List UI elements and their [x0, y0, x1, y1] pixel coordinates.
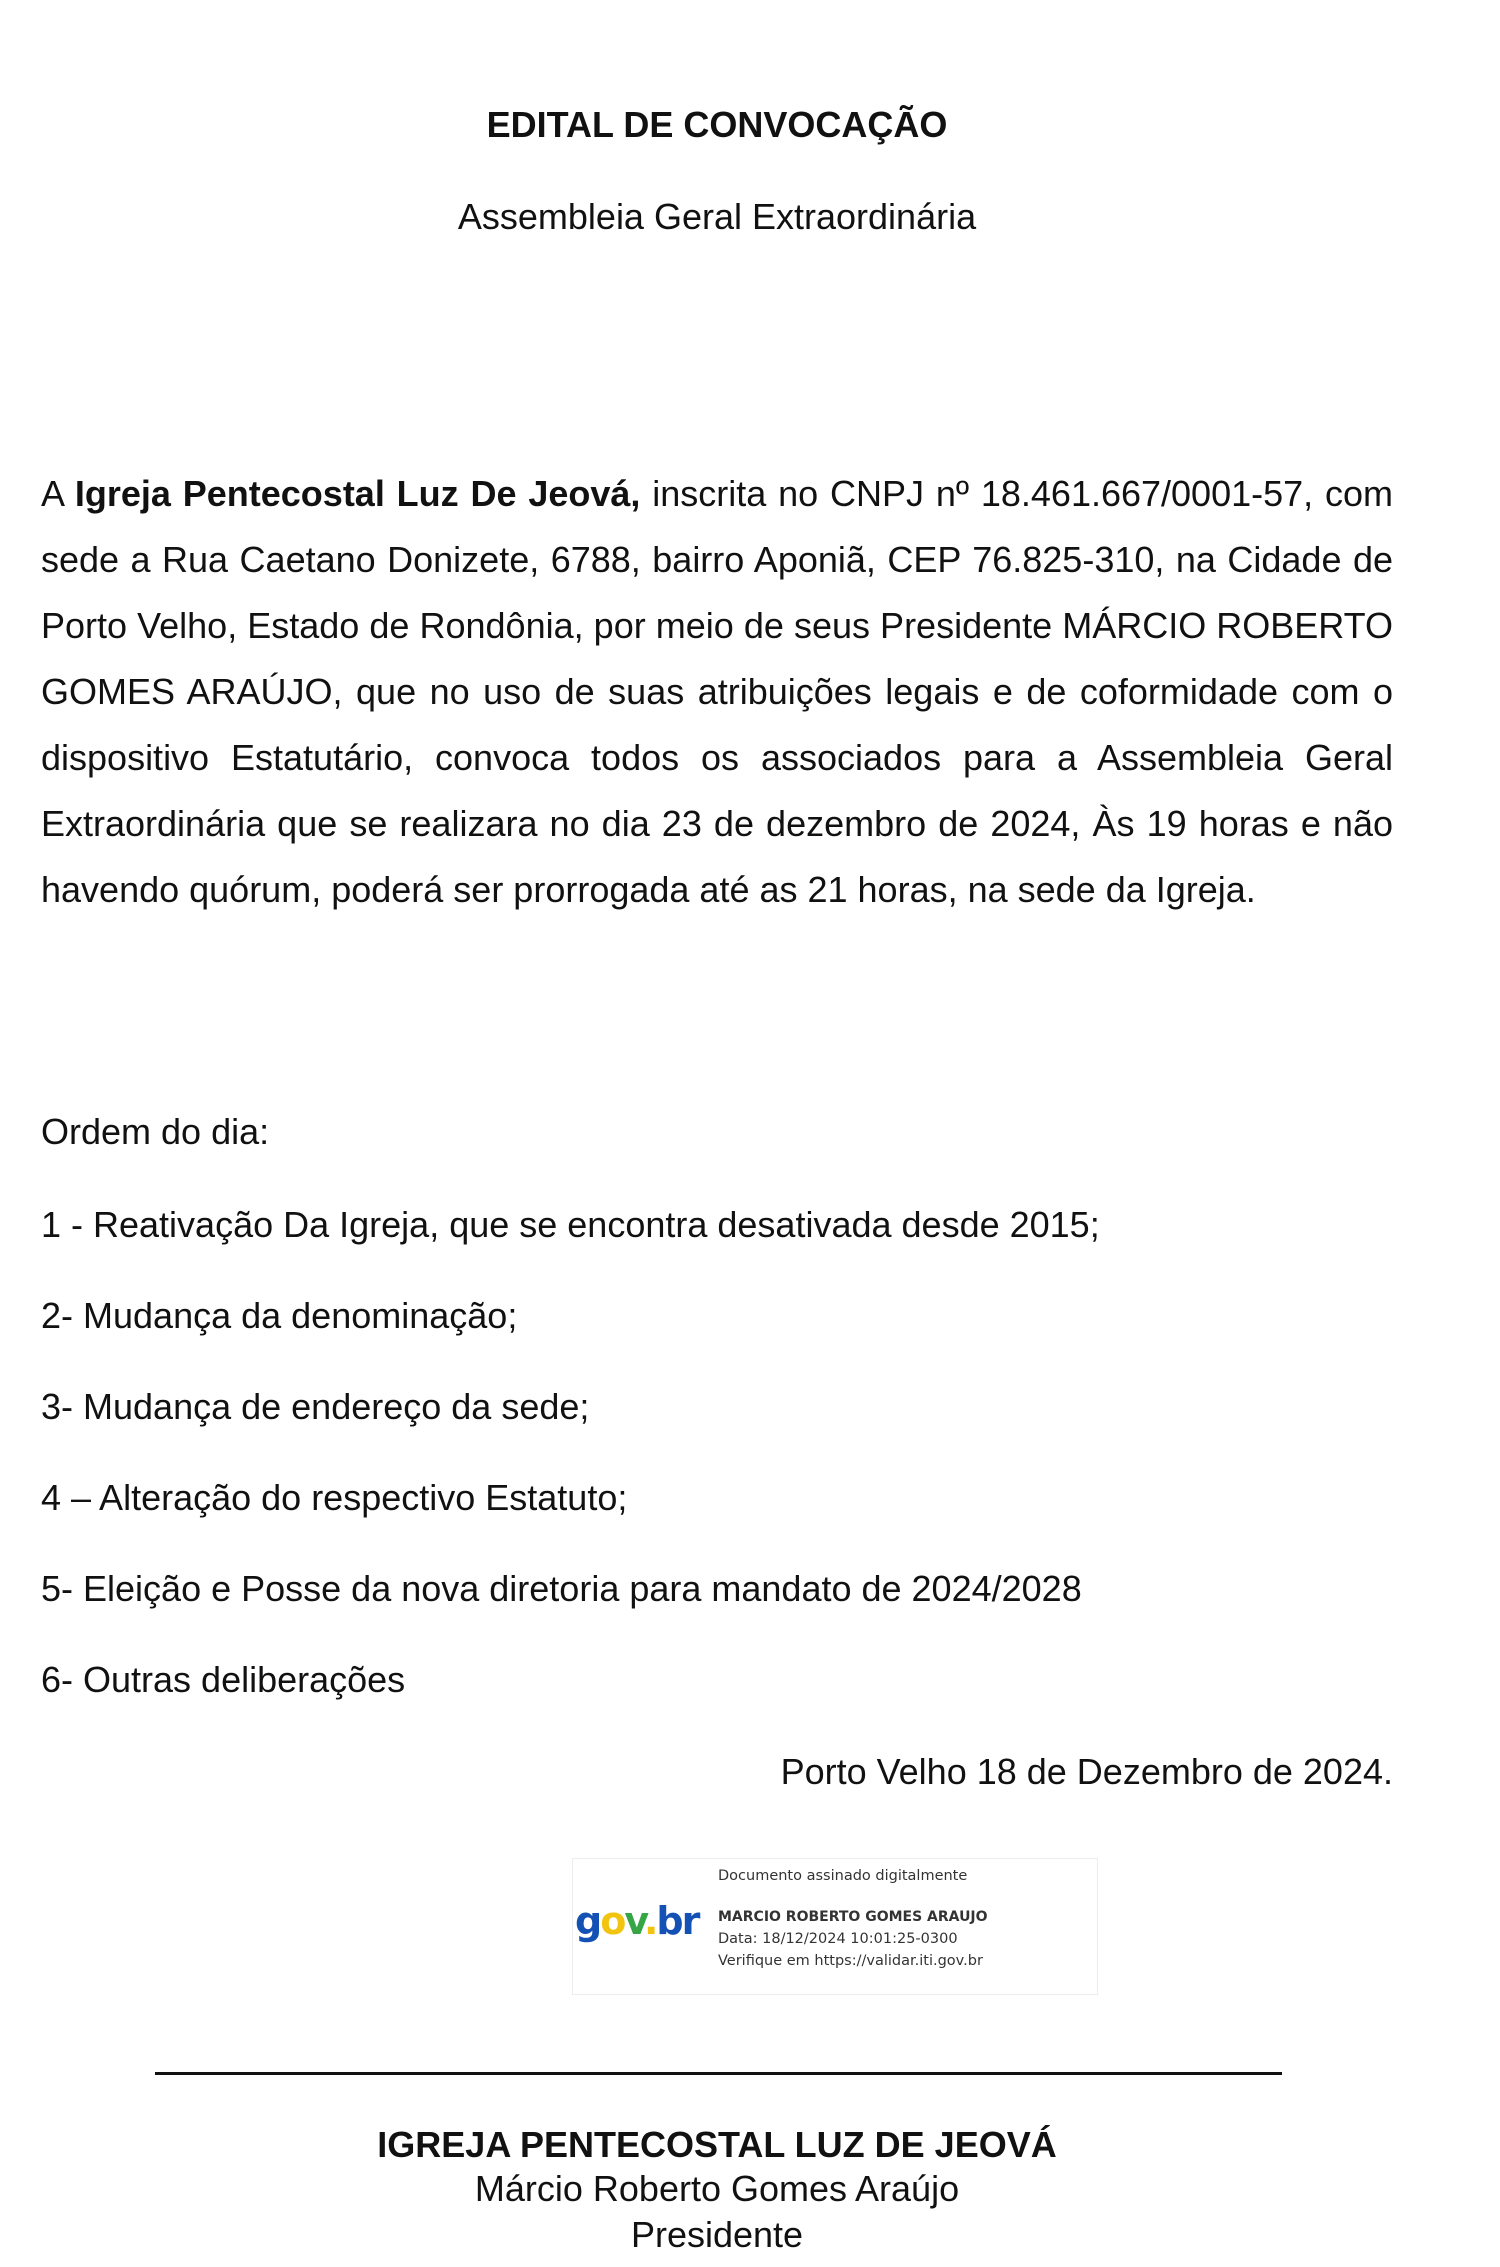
agenda-item: 2- Mudança da denominação; [41, 1295, 518, 1336]
logo-o: o [600, 1899, 625, 1943]
agenda-item: 1 - Reativação Da Igreja, que se encontra desativada desde 2015; [41, 1204, 1100, 1245]
paragraph-text: inscrita no CNPJ nº 18.461.667/0001-57, com sede a Rua Caetano Donizete, 6788, bairro Aponiã, CEP 76.825-310, na Cidade de Porto Velho, Estado de Rondônia, por meio de seus Presidente MÁRCIO ROBERTO GOMES ARAÚJO, que no uso de suas atribuições legais e de coformidade com o dispositivo Estatutário, convoca todos os associados para a Assembleia Geral Extraordinária que se realizara no dia 23 de dezembro de 2024, Às 19 horas e não havendo quórum, poderá ser prorrogada até as 21 horas, na sede da Igreja. [41, 473, 1393, 910]
paragraph-intro: A [41, 473, 75, 514]
signer-role: Presidente [630, 2214, 804, 2255]
document-subtitle: Assembleia Geral Extraordinária [457, 196, 977, 237]
stamp-signer: MARCIO ROBERTO GOMES ARAUJO [718, 1909, 988, 1925]
logo-v: v [624, 1899, 644, 1943]
logo-b: b [656, 1899, 682, 1943]
logo-dot: . [643, 1899, 657, 1943]
convocation-paragraph [41, 461, 1393, 923]
agenda-list [41, 1179, 1393, 1725]
stamp-verify-link[interactable]: Verifique em https://validar.iti.gov.br [718, 1953, 983, 1969]
church-name: Igreja Pentecostal Luz De Jeová, [74, 473, 641, 514]
stamp-heading: Documento assinado digitalmente [718, 1868, 968, 1884]
agenda-item: 6- Outras deliberações [41, 1659, 406, 1700]
agenda-item: 4 – Alteração do respectivo Estatuto; [41, 1477, 628, 1518]
document-title: EDITAL DE CONVOCAÇÃO [486, 104, 948, 145]
signature-line [155, 2072, 1282, 2075]
agenda-item: 5- Eleição e Posse da nova diretoria para mandato de 2024/2028 [41, 1568, 1082, 1609]
agenda-heading: Ordem do dia: [41, 1111, 270, 1152]
digital-signature-stamp [572, 1858, 1098, 1995]
place-and-date: Porto Velho 18 de Dezembro de 2024. [780, 1751, 1393, 1792]
signer-name: Márcio Roberto Gomes Araújo [474, 2168, 960, 2209]
svg-text:gov.br [575, 1899, 701, 1943]
agenda-item: 3- Mudança de endereço da sede; [41, 1386, 590, 1427]
organization-name: IGREJA PENTECOSTAL LUZ DE JEOVÁ [377, 2124, 1057, 2165]
logo-r: r [681, 1899, 699, 1943]
logo-g: g [575, 1899, 601, 1943]
govbr-logo-icon [573, 1890, 708, 1960]
stamp-date: Data: 18/12/2024 10:01:25-0300 [718, 1931, 958, 1947]
